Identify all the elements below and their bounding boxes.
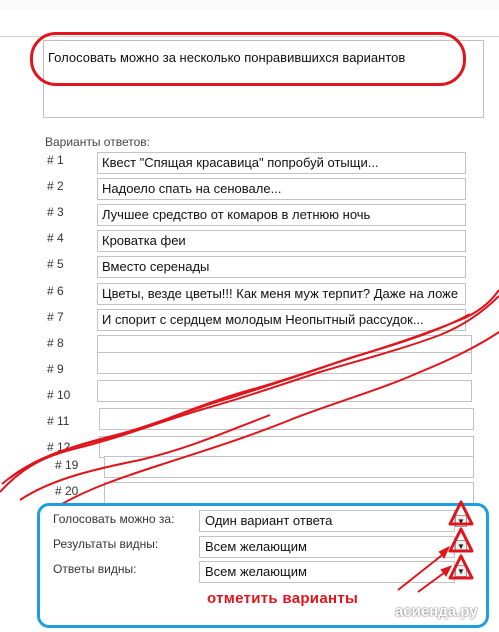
- dropdown-arrow-icon[interactable]: ▼: [455, 515, 467, 527]
- answer-field-12[interactable]: [99, 436, 474, 458]
- answer-number: # 3: [47, 205, 64, 219]
- answer-number: # 4: [47, 231, 64, 245]
- answer-field-2[interactable]: Надоело спать на сеновале...: [97, 178, 466, 200]
- answer-field-11[interactable]: [99, 408, 474, 430]
- answer-field-6[interactable]: Цветы, везде цветы!!! Как меня муж терпит? Даже на ложе: [97, 283, 466, 305]
- answers-label: Варианты ответов:: [45, 135, 150, 149]
- description-text: Голосовать можно за несколько понравившихся вариантов: [48, 50, 406, 65]
- answer-field-1[interactable]: Квест "Спящая красавица" попробуй отыщи...: [97, 152, 466, 174]
- answer-field-9[interactable]: [97, 352, 472, 374]
- annotation-callout: отметить варианты: [207, 590, 359, 607]
- answer-number: # 12: [47, 440, 71, 454]
- vote-select[interactable]: Один вариант ответа: [199, 510, 455, 532]
- answer-number: # 20: [55, 484, 79, 498]
- answer-number: # 8: [47, 336, 64, 350]
- highlight-oval: [30, 32, 466, 86]
- answer-field-3[interactable]: Лучшее средство от комаров в летнюю ночь: [97, 204, 466, 226]
- answers-visibility-label: Ответы видны:: [53, 562, 137, 576]
- dropdown-arrow-icon[interactable]: ▼: [455, 565, 467, 577]
- answer-number: # 1: [47, 153, 64, 167]
- answer-field-20[interactable]: [104, 482, 474, 504]
- answers-visibility-select[interactable]: Всем желающим: [199, 561, 455, 583]
- vote-label: Голосовать можно за:: [53, 512, 175, 526]
- answer-number: # 7: [47, 310, 64, 324]
- results-label: Результаты видны:: [53, 537, 159, 551]
- answer-field-10[interactable]: [97, 380, 472, 402]
- top-bar: [0, 0, 499, 10]
- answer-number: # 5: [47, 257, 64, 271]
- answer-field-4[interactable]: Кроватка феи: [97, 230, 466, 252]
- answer-number: # 11: [47, 414, 70, 428]
- answer-field-7[interactable]: И спорит с сердцем молодым Неопытный рассудок...: [97, 309, 466, 331]
- answer-number: # 9: [47, 362, 64, 376]
- results-select[interactable]: Всем желающим: [199, 536, 455, 558]
- answer-field-19[interactable]: [104, 456, 474, 478]
- answer-field-5[interactable]: Вместо серенады: [97, 256, 466, 278]
- answer-number: # 6: [47, 284, 64, 298]
- site-watermark: асиенда.ру: [395, 603, 478, 620]
- answer-number: # 2: [47, 179, 64, 193]
- answer-number: # 19: [55, 458, 79, 472]
- dropdown-arrow-icon[interactable]: ▼: [455, 540, 467, 552]
- answer-number: # 10: [47, 388, 71, 402]
